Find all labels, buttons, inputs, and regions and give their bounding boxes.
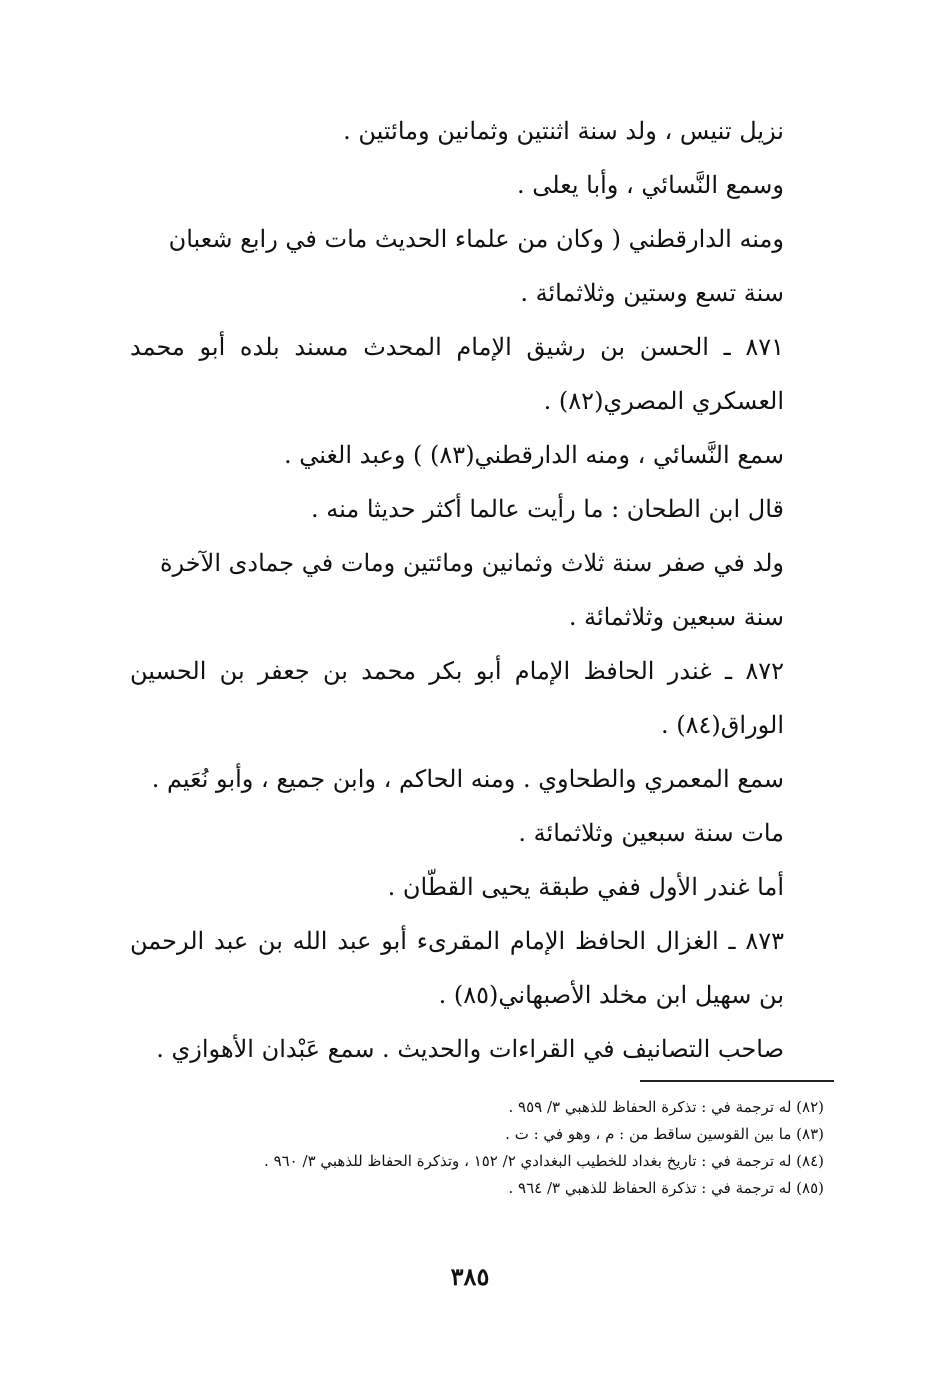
page-number: ٣٨٥ bbox=[450, 1262, 490, 1291]
entry-heading: ٨٧٢ ـ غندر الحافظ الإمام أبو بكر محمد بن جعفر بن الحسين الوراق(٨٤) . bbox=[130, 657, 784, 739]
paragraph: سمع النَّسائي ، ومنه الدارقطني(٨٣) ) وعبد الغني . bbox=[283, 441, 784, 469]
paragraph: صاحب التصانيف في القراءات والحديث . سمع عَبْدان الأهوازي . bbox=[156, 1035, 784, 1063]
paragraph: نزيل تنيس ، ولد سنة اثنتين وثمانين ومائتين . bbox=[343, 117, 784, 145]
paragraph: وسمع النَّسائي ، وأبا يعلى . bbox=[517, 171, 784, 199]
footnote: (٨٥) له ترجمة في : تذكرة الحفاظ للذهبي ٣/ ٩٦٤ . bbox=[508, 1179, 824, 1197]
footnote: (٨٤) له ترجمة في : تاريخ بغداد للخطيب البغدادي ٢/ ١٥٢ ، وتذكرة الحفاظ للذهبي ٣/ ٩٦٠ . bbox=[264, 1152, 824, 1170]
paragraph: قال ابن الطحان : ما رأيت عالما أكثر حديثا منه . bbox=[311, 495, 784, 523]
paragraph: أما غندر الأول ففي طبقة يحيى القطّان . bbox=[387, 873, 784, 901]
paragraph: ولد في صفر سنة ثلاث وثمانين ومائتين ومات في جمادى الآخرة سنة سبعين وثلاثمائة . bbox=[159, 549, 784, 631]
entry-heading: ٨٧٣ ـ الغزال الحافظ الإمام المقرىء أبو عبد الله بن عبد الرحمن بن سهيل ابن مخلد الأصبهاني(٨٥) . bbox=[130, 927, 784, 1009]
footnote: (٨٣) ما بين القوسين ساقط من : م ، وهو في : ت . bbox=[505, 1125, 824, 1143]
footnotes bbox=[120, 1094, 824, 1202]
main-text bbox=[130, 104, 840, 1076]
paragraph: سمع المعمري والطحاوي . ومنه الحاكم ، وابن جميع ، وأبو نُعَيم . مات سنة سبعين وثلاثمائة . bbox=[151, 765, 784, 847]
footnote: (٨٢) له ترجمة في : تذكرة الحفاظ للذهبي ٣/ ٩٥٩ . bbox=[508, 1098, 824, 1116]
paragraph: ومنه الدارقطني ( وكان من علماء الحديث مات في رابع شعبان سنة تسع وستين وثلاثمائة . bbox=[168, 225, 784, 307]
entry-heading: ٨٧١ ـ الحسن بن رشيق الإمام المحدث مسند بلده أبو محمد العسكري المصري(٨٢) . bbox=[130, 333, 784, 415]
footnote-divider bbox=[640, 1080, 834, 1082]
